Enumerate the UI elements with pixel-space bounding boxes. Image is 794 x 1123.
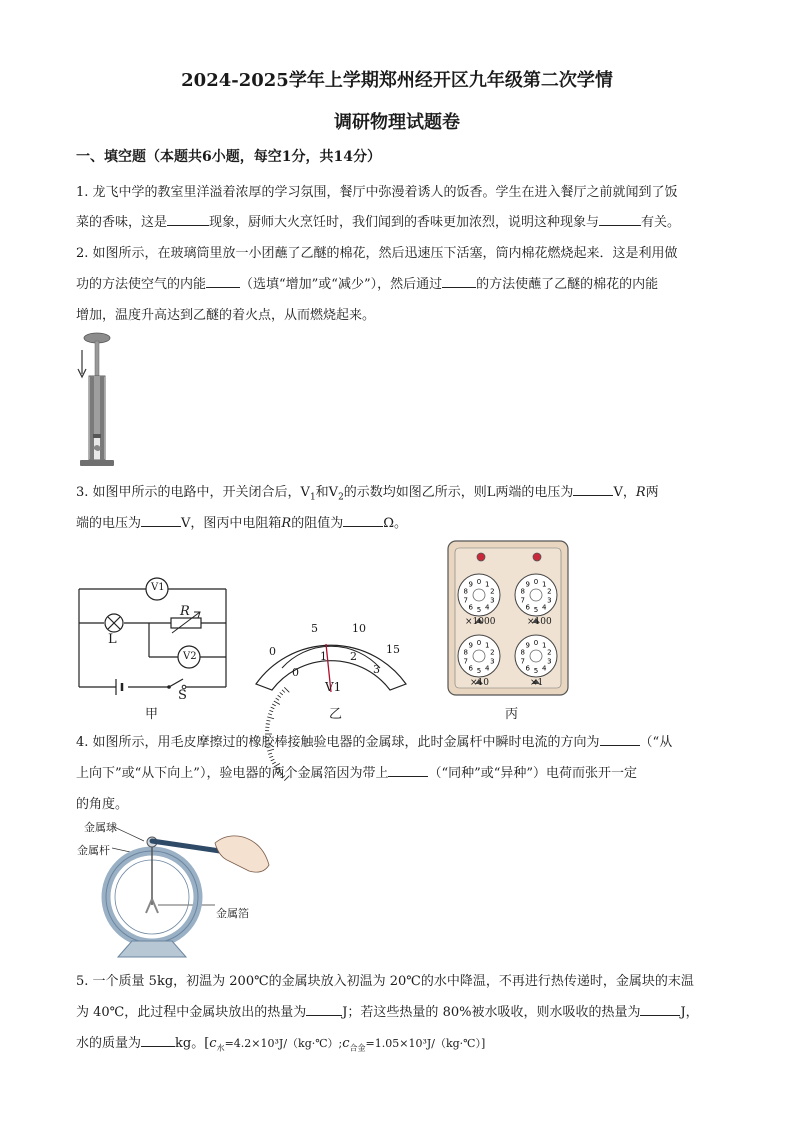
dial-digit: 6 xyxy=(525,664,531,673)
dial-digit: 8 xyxy=(463,648,468,657)
q5-line3: 水的质量为 kg。$[c_水=4.2\times 10^3J/(kg\cdot℃);c_{合金}=1.05\times 10^3J/(kg\cdot℃)]$ xyxy=(76,1036,486,1053)
dial-digit: 3 xyxy=(490,596,495,605)
dial-digit: 6 xyxy=(525,603,531,612)
q5-blank-3[interactable] xyxy=(141,1034,175,1047)
scale-tick xyxy=(271,759,275,761)
tick-upper-5: 5 xyxy=(311,622,318,635)
dial-digit: 9 xyxy=(525,641,531,650)
terminal-left-icon xyxy=(477,553,485,561)
q2-blank-2[interactable] xyxy=(442,275,476,288)
tick-upper-0: 0 xyxy=(269,645,276,658)
dial-digit: 9 xyxy=(525,580,531,589)
scale-tick xyxy=(276,698,279,700)
dial-digit: 3 xyxy=(547,657,552,666)
q1-line1: 1. 龙飞中学的教室里洋溢着浓厚的学习氛围，餐厅中弥漫着诱人的饭香。学生在进入餐厅之前就闻到了饭 xyxy=(76,185,678,200)
scale-tick xyxy=(268,714,272,715)
q2-line1: 2. 如图所示，在玻璃筒里放一小团蘸了乙醚的棉花，然后迅速压下活塞，筒内棉花燃烧起来．这是利用做 xyxy=(76,246,678,261)
q4-blank-1[interactable] xyxy=(600,733,640,746)
electroscope-figure xyxy=(80,815,270,960)
multiplier-1000: ×1000 xyxy=(465,617,496,627)
dial-digit: 0 xyxy=(533,578,539,586)
fire-piston-figure xyxy=(72,330,122,470)
dial-digit: 2 xyxy=(547,587,552,596)
dial-digit: 0 xyxy=(533,639,539,647)
dial-digit: 4 xyxy=(484,664,490,673)
dial-digit: 5 xyxy=(533,667,539,675)
dial-digit: 1 xyxy=(541,641,547,650)
dial-digit: 4 xyxy=(484,603,490,612)
caption-yi: 乙 xyxy=(329,707,343,722)
circuit-diagram xyxy=(76,575,231,695)
q3-line1: 3. 如图甲所示的电路中，开关闭合后，$V_1$和$V_2$的示数均如图乙所示，则L两端的电压为 V，R两 xyxy=(76,485,659,503)
dial-digit: 5 xyxy=(476,606,482,614)
dial-digit: 4 xyxy=(541,603,547,612)
q4-line2: 上向下”或“从下向上”），验电器的两个金属箔因为带上 （“同种”或“异种”）电荷而张开一定 xyxy=(76,766,638,781)
meter-label: V1 xyxy=(325,680,342,694)
dial-digit: 9 xyxy=(468,580,474,589)
dial-digit: 6 xyxy=(468,664,474,673)
dial-digit: 6 xyxy=(468,603,474,612)
label-metal-foil: 金属箔 xyxy=(216,907,249,920)
dial-hub-icon xyxy=(473,589,485,601)
dial-digit: 7 xyxy=(520,657,525,666)
dial-digit: 7 xyxy=(463,596,468,605)
label-v2: V2 xyxy=(183,651,197,662)
scale-tick xyxy=(280,692,283,695)
q4-line1: 4. 如图所示，用毛皮摩擦过的橡胶棒接触验电器的金属球，此时金属杆中瞬时电流的方向为 （“从 xyxy=(76,735,673,750)
q1-blank-1[interactable] xyxy=(167,213,209,226)
scale-tick xyxy=(274,701,280,705)
terminal-right-icon xyxy=(533,553,541,561)
dial-hub-icon xyxy=(473,650,485,662)
dial-digit: 3 xyxy=(490,657,495,666)
q4-line3: 的角度。 xyxy=(76,797,129,812)
q5-blank-1[interactable] xyxy=(306,1003,342,1016)
dial-digit: 3 xyxy=(547,596,552,605)
tick-lower-3: 3 xyxy=(373,663,380,676)
page-title: 2024-2025学年上学期郑州经开区九年级第二次学情 xyxy=(181,70,613,91)
multiplier-10: ×10 xyxy=(470,678,489,688)
dial-digit: 8 xyxy=(463,587,468,596)
page-subtitle: 调研物理试题卷 xyxy=(334,112,460,133)
dial-digit: 2 xyxy=(490,648,495,657)
dial-digit: 4 xyxy=(541,664,547,673)
label-r: R xyxy=(180,604,190,619)
tick-lower-0: 0 xyxy=(292,666,299,679)
scale-tick xyxy=(268,753,272,754)
section-heading: 一、填空题（本题共6小题，每空1分，共14分） xyxy=(76,149,381,165)
dial-digit: 2 xyxy=(547,648,552,657)
q5-line2: 为 40℃，此过程中金属块放出的热量为 J；若这些热量的 80%被水吸收，则水吸收的热量为 J， xyxy=(76,1005,699,1020)
scale-tick xyxy=(278,695,281,697)
scale-tick xyxy=(272,704,276,706)
q2-blank-1[interactable] xyxy=(206,275,240,288)
dial-digit: 8 xyxy=(520,648,525,657)
q3-blank-1[interactable] xyxy=(573,483,613,496)
dial-digit: 1 xyxy=(541,580,547,589)
label-metal-rod: 金属杆 xyxy=(77,844,110,857)
dial-digit: 1 xyxy=(484,580,490,589)
q4-blank-2[interactable] xyxy=(388,764,428,777)
tick-lower-2: 2 xyxy=(350,650,357,663)
dial-hub-icon xyxy=(530,650,542,662)
q3-blank-2[interactable] xyxy=(141,514,181,527)
q2-line3: 增加，温度升高达到乙醚的着火点，从而燃烧起来。 xyxy=(76,308,376,323)
dial-digit: 5 xyxy=(533,606,539,614)
dial-digit: 1 xyxy=(484,641,490,650)
tick-lower-1: 1 xyxy=(320,650,327,663)
scale-tick xyxy=(269,756,273,757)
scale-tick xyxy=(267,717,274,719)
scale-tick xyxy=(282,690,285,693)
label-metal-ball: 金属球 xyxy=(84,821,117,834)
scale-tick xyxy=(266,720,270,721)
tick-upper-10: 10 xyxy=(352,622,366,635)
q3-blank-3[interactable] xyxy=(343,514,383,527)
dial-digit: 7 xyxy=(520,596,525,605)
q5-blank-2[interactable] xyxy=(640,1003,680,1016)
dial-digit: 5 xyxy=(476,667,482,675)
multiplier-100: ×100 xyxy=(527,617,552,627)
label-v1: V1 xyxy=(151,582,165,593)
multiplier-1: ×1 xyxy=(530,678,544,688)
scale-tick xyxy=(269,710,273,711)
dial-digit: 0 xyxy=(476,639,482,647)
scale-tick xyxy=(284,687,289,692)
q1-line2: 菜的香味，这是 现象，厨师大火烹饪时，我们闻到的香味更加浓烈，说明这种现象与 有关。 xyxy=(76,215,681,230)
q2-line2: 功的方法使空气的内能 （选填“增加”或“减少”），然后通过 的方法使蘸了乙醚的棉花的内能 xyxy=(76,277,659,292)
dial-hub-icon xyxy=(530,589,542,601)
dial-digit: 2 xyxy=(490,587,495,596)
q1-blank-2[interactable] xyxy=(599,213,641,226)
label-s: S xyxy=(178,688,187,703)
scale-tick xyxy=(266,724,270,725)
dial-digit: 7 xyxy=(463,657,468,666)
q3-line2: 端的电压为 V，图丙中电阻箱R的阻值为 Ω。 xyxy=(76,516,407,531)
dial-digit: 9 xyxy=(468,641,474,650)
label-l: L xyxy=(108,632,117,647)
scale-tick xyxy=(271,707,275,709)
dial-digit: 8 xyxy=(520,587,525,596)
tick-upper-15: 15 xyxy=(386,643,400,656)
caption-bing: 丙 xyxy=(505,707,519,722)
q5-line1: 5. 一个质量 5kg，初温为 200℃的金属块放入初温为 20℃的水中降温，不再进行热传递时，金属块的末温 xyxy=(76,974,694,989)
caption-jia: 甲 xyxy=(145,707,159,722)
dial-digit: 0 xyxy=(476,578,482,586)
hand-icon xyxy=(215,836,269,872)
